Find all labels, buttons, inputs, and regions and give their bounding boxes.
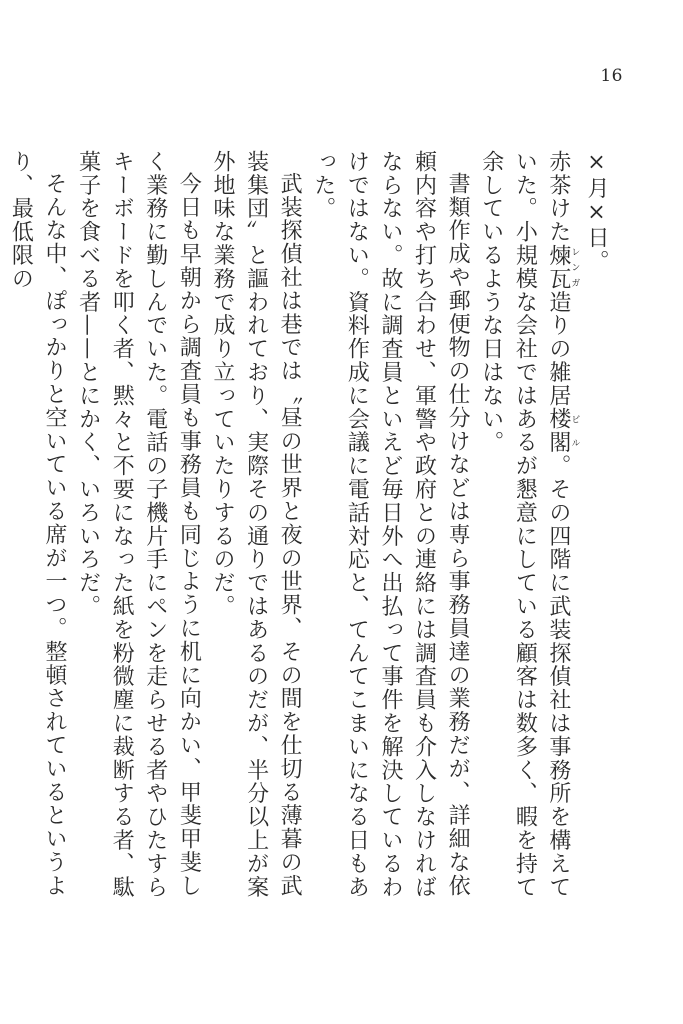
ruby-base: 煉瓦 xyxy=(545,243,571,291)
paragraph xyxy=(4,150,71,910)
paragraph xyxy=(306,150,474,910)
text-run: そんな中、ぽっかりと空いている席が一つ。整頓されているというより、最低限の xyxy=(8,150,67,898)
paragraph xyxy=(205,150,306,910)
page-number: 16 xyxy=(600,66,623,86)
text-run: ×月×日。 xyxy=(584,150,609,273)
ruby-reading: ビル xyxy=(569,407,580,455)
paragraph xyxy=(474,150,579,910)
text-run: 赤茶けた xyxy=(545,150,571,244)
paragraph xyxy=(71,150,205,910)
paragraph xyxy=(579,150,613,910)
text-run: 書類作成や郵便物の仕分けなどは専ら事務員達の業務だが、詳細な依頼内容や打ち合わせ、軍警や政府との連絡には調査員も介入しなければならない。故に調査員といえど毎日外へ出払って事件を解決しているわけではない。資料作成に会議に電話対応と、てんてこまいになる日もあった。 xyxy=(310,150,471,899)
body-text xyxy=(4,150,613,910)
text-run: 今日も早朝から調査員も事務員も同じように机に向かい、甲斐甲斐しく業務に勤しんでいた。電話の子機片手にペンを走らせる者やひたすらキーボードを叩く者、黙々と不要になった紙を粉微塵に裁断する者、駄菓子を食べる者——とにかく、いろいろだ。 xyxy=(75,150,202,899)
ruby-reading: レンガ xyxy=(569,243,580,291)
text-run: 武装探偵社は巷では〝昼の世界と夜の世界、その間を仕切る薄暮の武装集団〟と謳われており、実際その通りではあるのだが、半分以上が案外地味な業務で成り立っていたりするのだ。 xyxy=(209,150,303,899)
ruby-base: 楼閣 xyxy=(545,407,571,455)
ruby-word xyxy=(545,243,580,291)
ruby-word xyxy=(545,407,580,455)
text-run: 。その四階に武装探偵社は事務所を構えていた。小規模な会社ではあるが懇意にしている顧客は数多く、暇を持て余しているような日はない。 xyxy=(478,150,571,899)
text-run: 造りの雑居 xyxy=(545,290,571,408)
